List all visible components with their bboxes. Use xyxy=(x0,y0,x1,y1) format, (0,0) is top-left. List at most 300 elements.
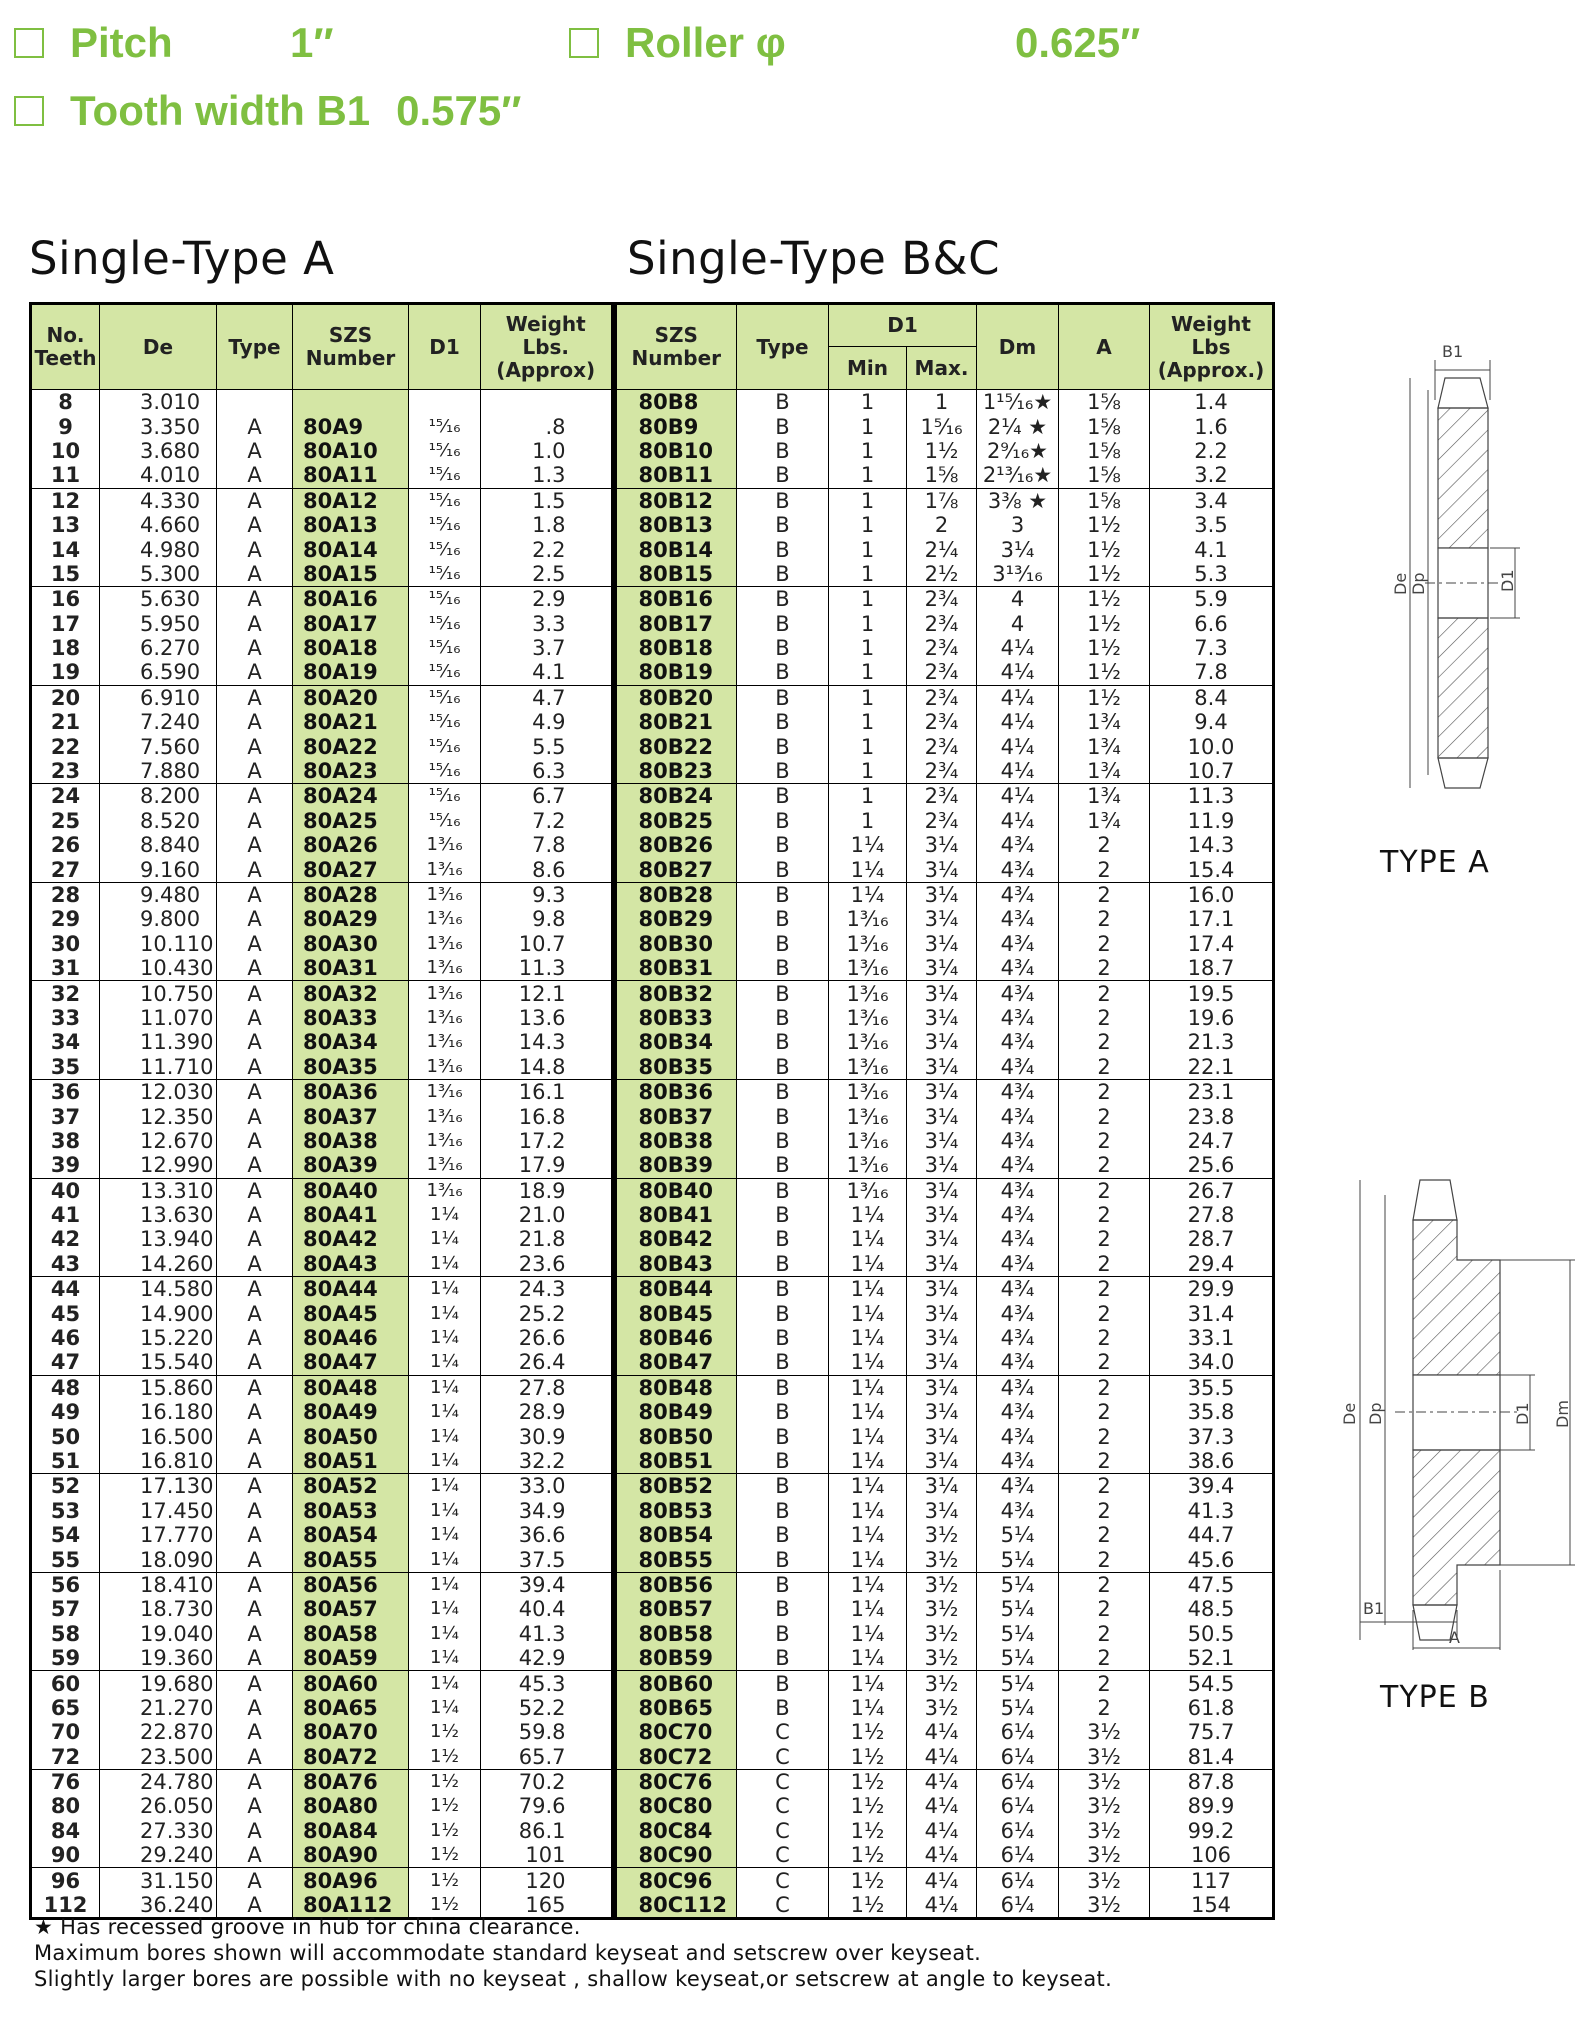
cell-weight-a: 40.4 xyxy=(481,1597,614,1621)
cell-d1: 1½ xyxy=(409,1868,481,1893)
cell-szs-number: 80A49 xyxy=(293,1400,409,1424)
cell-szs-number-b: 80B36 xyxy=(614,1079,737,1104)
cell-weight-b: 35.8 xyxy=(1150,1400,1274,1424)
cell-d1: ¹⁵⁄₁₆ xyxy=(409,784,481,809)
cell-type: A xyxy=(217,513,293,537)
cell-dm: 4¾ xyxy=(977,1006,1059,1030)
cell-type-b: B xyxy=(737,1499,829,1523)
cell-no-teeth: 32 xyxy=(50,981,81,1006)
table-row xyxy=(31,1819,1274,1843)
cell-de: 3.350 xyxy=(100,414,217,438)
cell-weight-b: 11.3 xyxy=(1150,784,1274,809)
cell-szs-number-b: 80B17 xyxy=(614,612,737,636)
cell-d1: 1³⁄₁₆ xyxy=(409,833,481,857)
cell-a: 3½ xyxy=(1059,1794,1150,1818)
roller-option[interactable] xyxy=(569,19,786,66)
cell-type: A xyxy=(217,1696,293,1720)
cell-dm: 6¼ xyxy=(977,1794,1059,1818)
cell-szs-number-b: 80B43 xyxy=(614,1252,737,1277)
cell-szs-number-b: 80B35 xyxy=(614,1055,737,1080)
cell-d1-min: 1¼ xyxy=(829,1547,907,1572)
cell-d1-min: 1¼ xyxy=(829,1646,907,1671)
cell-dm: 4¾ xyxy=(977,1153,1059,1178)
cell-dm: 3 xyxy=(977,513,1059,537)
cell-szs-number-b: 80B29 xyxy=(614,907,737,931)
cell-type-b: B xyxy=(737,1326,829,1350)
cell-szs-number-b: 80B16 xyxy=(614,587,737,612)
pitch-checkbox[interactable] xyxy=(14,28,44,58)
cell-d1: 1³⁄₁₆ xyxy=(409,882,481,907)
cell-type: A xyxy=(217,463,293,488)
cell-a: 1½ xyxy=(1059,587,1150,612)
cell-a: 2 xyxy=(1059,1523,1150,1547)
cell-szs-number-b: 80B22 xyxy=(614,734,737,758)
cell-d1-min: 1¼ xyxy=(829,1301,907,1325)
cell-weight-a: 23.6 xyxy=(481,1252,614,1277)
cell-weight-a: 2.5 xyxy=(481,562,614,587)
cell-weight-b: 17.1 xyxy=(1150,907,1274,931)
cell-d1-min: 1¼ xyxy=(829,857,907,882)
cell-d1-max: 1½ xyxy=(907,439,977,463)
cell-szs-number-b: 80B53 xyxy=(614,1499,737,1523)
cell-szs-number-b: 80B48 xyxy=(614,1375,737,1400)
cell-d1-min: 1 xyxy=(829,390,907,415)
cell-de: 21.270 xyxy=(100,1696,217,1720)
cell-dm: 3⅜ ★ xyxy=(977,488,1059,513)
table-row xyxy=(31,636,1274,660)
cell-dm: 4¾ xyxy=(977,1227,1059,1251)
cell-type: A xyxy=(217,1375,293,1400)
cell-weight-b: 23.1 xyxy=(1150,1079,1274,1104)
cell-a: 2 xyxy=(1059,907,1150,931)
cell-de: 11.070 xyxy=(100,1006,217,1030)
cell-d1-max: 3¼ xyxy=(907,1301,977,1325)
cell-szs-number: 80A25 xyxy=(293,809,409,833)
cell-szs-number: 80A9 xyxy=(293,414,409,438)
cell-weight-a: 12.1 xyxy=(481,981,614,1006)
cell-szs-number-b: 80C84 xyxy=(614,1819,737,1843)
cell-a: 1½ xyxy=(1059,636,1150,660)
cell-dm: 4¾ xyxy=(977,1499,1059,1523)
cell-d1: 1³⁄₁₆ xyxy=(409,1055,481,1080)
cell-de: 10.430 xyxy=(100,956,217,981)
cell-type-b: B xyxy=(737,1055,829,1080)
cell-weight-a: 28.9 xyxy=(481,1400,614,1424)
cell-d1-max: 2¾ xyxy=(907,734,977,758)
table-row xyxy=(31,1424,1274,1448)
cell-d1-min: 1¼ xyxy=(829,1523,907,1547)
cell-a: 1⅝ xyxy=(1059,488,1150,513)
cell-szs-number: 80A48 xyxy=(293,1375,409,1400)
cell-d1-max: 1⁵⁄₁₆ xyxy=(907,414,977,438)
cell-d1-min: 1¼ xyxy=(829,1597,907,1621)
cell-weight-a: 41.3 xyxy=(481,1622,614,1646)
table-row xyxy=(31,1696,1274,1720)
cell-weight-b: 7.8 xyxy=(1150,660,1274,685)
cell-d1-min: 1 xyxy=(829,612,907,636)
cell-dm: 4¾ xyxy=(977,833,1059,857)
cell-de: 15.860 xyxy=(100,1375,217,1400)
cell-szs-number: 80A28 xyxy=(293,882,409,907)
cell-szs-number: 80A18 xyxy=(293,636,409,660)
cell-type: A xyxy=(217,981,293,1006)
cell-type-b: B xyxy=(737,784,829,809)
cell-type: A xyxy=(217,1646,293,1671)
cell-a: 1⅝ xyxy=(1059,390,1150,415)
cell-dm: 4¼ xyxy=(977,734,1059,758)
cell-weight-b: 3.4 xyxy=(1150,488,1274,513)
cell-a: 2 xyxy=(1059,1203,1150,1227)
cell-d1-min: 1¼ xyxy=(829,1277,907,1302)
cell-no-teeth: 18 xyxy=(50,636,81,661)
cell-de: 24.780 xyxy=(100,1769,217,1794)
cell-weight-b: 38.6 xyxy=(1150,1449,1274,1474)
cell-type: A xyxy=(217,1301,293,1325)
cell-a: 3½ xyxy=(1059,1819,1150,1843)
cell-weight-b: 7.3 xyxy=(1150,636,1274,660)
cell-dm: 4¾ xyxy=(977,1055,1059,1080)
cell-no-teeth: 39 xyxy=(31,1153,100,1178)
cell-weight-a: 14.3 xyxy=(481,1030,614,1054)
cell-szs-number: 80A60 xyxy=(293,1671,409,1696)
type-b-a-label: A xyxy=(1449,1628,1460,1647)
cell-weight-b: 41.3 xyxy=(1150,1499,1274,1523)
cell-weight-a: 4.1 xyxy=(481,660,614,685)
cell-szs-number: 80A37 xyxy=(293,1104,409,1128)
cell-type: A xyxy=(217,1622,293,1646)
cell-dm: 4¾ xyxy=(977,857,1059,882)
cell-d1-min: 1³⁄₁₆ xyxy=(829,1104,907,1128)
cell-d1-min: 1 xyxy=(829,537,907,561)
cell-type: A xyxy=(217,1079,293,1104)
cell-a: 2 xyxy=(1059,1030,1150,1054)
cell-weight-a: 1.0 xyxy=(481,439,614,463)
cell-dm: 4¾ xyxy=(977,1129,1059,1153)
cell-szs-number-b: 80B38 xyxy=(614,1129,737,1153)
cell-type-b: B xyxy=(737,1301,829,1325)
cell-no-teeth: 80 xyxy=(50,1794,81,1819)
cell-d1-max: 3¼ xyxy=(907,981,977,1006)
cell-dm: 4¼ xyxy=(977,784,1059,809)
cell-d1: 1¼ xyxy=(409,1449,481,1474)
cell-de: 13.940 xyxy=(100,1227,217,1251)
cell-szs-number: 80A15 xyxy=(293,562,409,587)
cell-no-teeth: 9 xyxy=(58,414,73,439)
cell-type: A xyxy=(217,710,293,734)
cell-szs-number-b: 80B56 xyxy=(614,1572,737,1597)
cell-type: A xyxy=(217,1893,293,1919)
cell-dm: 3¹³⁄₁₆ xyxy=(977,562,1059,587)
table-row xyxy=(31,809,1274,833)
cell-szs-number: 80A55 xyxy=(293,1547,409,1572)
cell-weight-a: 3.7 xyxy=(481,636,614,660)
cell-weight-a: 17.2 xyxy=(481,1129,614,1153)
cell-type: A xyxy=(217,587,293,612)
cell-de: 8.200 xyxy=(100,784,217,809)
type-b-de-label: De xyxy=(1340,1402,1359,1425)
cell-szs-number: 80A10 xyxy=(293,439,409,463)
type-a-d1-label: D1 xyxy=(1498,569,1517,592)
cell-szs-number-b: 80B27 xyxy=(614,857,737,882)
cell-d1-min: 1¼ xyxy=(829,1449,907,1474)
table-row xyxy=(31,1252,1274,1277)
cell-weight-a: 21.8 xyxy=(481,1227,614,1251)
cell-de: 16.180 xyxy=(100,1400,217,1424)
cell-d1-max: 3¼ xyxy=(907,1129,977,1153)
cell-d1: ¹⁵⁄₁₆ xyxy=(409,710,481,734)
cell-no-teeth: 42 xyxy=(50,1227,81,1252)
cell-type-b: B xyxy=(737,759,829,784)
cell-szs-number-b: 80B33 xyxy=(614,1006,737,1030)
cell-szs-number-b: 80B60 xyxy=(614,1671,737,1696)
cell-szs-number-b: 80B25 xyxy=(614,809,737,833)
cell-d1-min: 1 xyxy=(829,759,907,784)
cell-type-b: B xyxy=(737,1449,829,1474)
cell-no-teeth: 29 xyxy=(50,907,81,932)
cell-dm: 5¼ xyxy=(977,1523,1059,1547)
cell-d1: 1¼ xyxy=(409,1424,481,1448)
cell-weight-b: 52.1 xyxy=(1150,1646,1274,1671)
cell-d1-max: 2¾ xyxy=(907,636,977,660)
cell-de: 7.240 xyxy=(100,710,217,734)
cell-dm: 4¾ xyxy=(977,1350,1059,1375)
cell-dm: 4¼ xyxy=(977,710,1059,734)
cell-szs-number-b: 80B14 xyxy=(614,537,737,561)
cell-weight-a: 86.1 xyxy=(481,1819,614,1843)
cell-weight-b: 10.0 xyxy=(1150,734,1274,758)
cell-a: 1½ xyxy=(1059,537,1150,561)
cell-d1-min: 1³⁄₁₆ xyxy=(829,1178,907,1203)
cell-d1: 1¼ xyxy=(409,1326,481,1350)
cell-type: A xyxy=(217,537,293,561)
cell-a: 2 xyxy=(1059,1006,1150,1030)
cell-type: A xyxy=(217,1277,293,1302)
cell-weight-b: 75.7 xyxy=(1150,1720,1274,1744)
cell-no-teeth: 11 xyxy=(31,463,100,488)
cell-d1-max: 3¼ xyxy=(907,1326,977,1350)
cell-d1-min: 1½ xyxy=(829,1843,907,1868)
cell-d1: ¹⁵⁄₁₆ xyxy=(409,513,481,537)
cell-a: 1¾ xyxy=(1059,784,1150,809)
table-row xyxy=(31,1055,1274,1080)
cell-weight-b: 48.5 xyxy=(1150,1597,1274,1621)
cell-a: 1⅝ xyxy=(1059,439,1150,463)
cell-no-teeth: 53 xyxy=(50,1498,81,1523)
cell-dm: 2¼ ★ xyxy=(977,414,1059,438)
cell-type-b: B xyxy=(737,710,829,734)
cell-weight-a: 1.8 xyxy=(481,513,614,537)
cell-type: A xyxy=(217,907,293,931)
cell-d1-min: 1³⁄₁₆ xyxy=(829,1030,907,1054)
cell-szs-number-b: 80B49 xyxy=(614,1400,737,1424)
cell-weight-b: 5.3 xyxy=(1150,562,1274,587)
cell-d1-max: 4¼ xyxy=(907,1769,977,1794)
pitch-option[interactable] xyxy=(14,19,173,66)
cell-type-b: C xyxy=(737,1868,829,1893)
cell-a: 1¾ xyxy=(1059,734,1150,758)
cell-de: 5.950 xyxy=(100,612,217,636)
cell-szs-number-b: 80B39 xyxy=(614,1153,737,1178)
cell-szs-number: 80A39 xyxy=(293,1153,409,1178)
cell-type-b: B xyxy=(737,1252,829,1277)
table-row xyxy=(31,1350,1274,1375)
cell-de: 14.900 xyxy=(100,1301,217,1325)
cell-type-b: B xyxy=(737,513,829,537)
cell-weight-a: 65.7 xyxy=(481,1744,614,1769)
table-row xyxy=(31,1744,1274,1769)
cell-d1: 1¼ xyxy=(409,1646,481,1671)
cell-d1: 1¼ xyxy=(409,1227,481,1251)
cell-d1-max: 4¼ xyxy=(907,1744,977,1769)
roller-checkbox[interactable] xyxy=(569,28,599,58)
cell-no-teeth: 55 xyxy=(31,1547,100,1572)
cell-dm: 4¼ xyxy=(977,809,1059,833)
cell-no-teeth: 31 xyxy=(31,956,100,981)
cell-szs-number-b: 80B20 xyxy=(614,685,737,710)
cell-d1-min: 1¼ xyxy=(829,1203,907,1227)
cell-d1-max: 4¼ xyxy=(907,1819,977,1843)
cell-no-teeth: 35 xyxy=(31,1055,100,1080)
cell-d1-min: 1¼ xyxy=(829,882,907,907)
cell-weight-b: 8.4 xyxy=(1150,685,1274,710)
cell-szs-number-b: 80B55 xyxy=(614,1547,737,1572)
cell-dm: 5¼ xyxy=(977,1547,1059,1572)
cell-d1-max: 4¼ xyxy=(907,1720,977,1744)
cell-szs-number: 80A27 xyxy=(293,857,409,882)
cell-szs-number-b: 80B32 xyxy=(614,981,737,1006)
cell-type: A xyxy=(217,1547,293,1572)
cell-weight-a: 9.8 xyxy=(481,907,614,931)
cell-no-teeth: 70 xyxy=(50,1720,81,1745)
footnote-maximum-bores: Maximum bores shown will accommodate standard keyseat and setscrew over keyseat. xyxy=(34,1941,982,1965)
cell-type: A xyxy=(217,1006,293,1030)
cell-a: 2 xyxy=(1059,1696,1150,1720)
cell-d1-min: 1¼ xyxy=(829,1499,907,1523)
pitch-value: 1″ xyxy=(290,19,334,66)
cell-no-teeth: 56 xyxy=(50,1572,81,1597)
cell-de: 14.580 xyxy=(100,1277,217,1302)
cell-a: 2 xyxy=(1059,1622,1150,1646)
cell-type-b: B xyxy=(737,857,829,882)
col-d1-min: Min xyxy=(829,347,907,390)
cell-d1-min: 1¼ xyxy=(829,1375,907,1400)
cell-dm: 4¾ xyxy=(977,1203,1059,1227)
cell-no-teeth: 45 xyxy=(50,1301,81,1326)
cell-type-b: B xyxy=(737,1424,829,1448)
cell-type-b: B xyxy=(737,1006,829,1030)
cell-type-b: B xyxy=(737,685,829,710)
cell-d1-min: 1 xyxy=(829,809,907,833)
cell-d1-max: 3½ xyxy=(907,1671,977,1696)
cell-d1-min: 1¼ xyxy=(829,833,907,857)
cell-szs-number-b: 80B12 xyxy=(614,488,737,513)
cell-d1-max: 3¼ xyxy=(907,1449,977,1474)
cell-d1-min: 1¼ xyxy=(829,1572,907,1597)
cell-weight-a: 26.6 xyxy=(481,1326,614,1350)
cell-no-teeth: 96 xyxy=(50,1868,81,1893)
table-row xyxy=(31,1547,1274,1572)
cell-weight-a: 24.3 xyxy=(481,1277,614,1302)
tooth-width-checkbox[interactable] xyxy=(14,96,44,126)
cell-d1 xyxy=(409,390,481,415)
cell-weight-b: 29.4 xyxy=(1150,1252,1274,1277)
cell-no-teeth: 8 xyxy=(58,390,73,415)
cell-de: 5.630 xyxy=(100,587,217,612)
cell-weight-b: 37.3 xyxy=(1150,1424,1274,1448)
cell-type-b: B xyxy=(737,734,829,758)
cell-de: 6.910 xyxy=(100,685,217,710)
cell-d1-max: 2 xyxy=(907,513,977,537)
cell-weight-b: 19.5 xyxy=(1150,981,1274,1006)
cell-d1: ¹⁵⁄₁₆ xyxy=(409,414,481,438)
cell-a: 2 xyxy=(1059,1326,1150,1350)
cell-a: 2 xyxy=(1059,1252,1150,1277)
cell-de: 12.990 xyxy=(100,1153,217,1178)
cell-a: 2 xyxy=(1059,1153,1150,1178)
cell-a: 2 xyxy=(1059,882,1150,907)
cell-d1-min: 1³⁄₁₆ xyxy=(829,956,907,981)
cell-dm: 1¹⁵⁄₁₆★ xyxy=(977,390,1059,415)
cell-d1: ¹⁵⁄₁₆ xyxy=(409,809,481,833)
cell-szs-number: 80A41 xyxy=(293,1203,409,1227)
cell-szs-number: 80A52 xyxy=(293,1474,409,1499)
tooth-width-label: Tooth width B1 xyxy=(70,87,371,134)
cell-d1-min: 1 xyxy=(829,463,907,488)
cell-weight-a: 120 xyxy=(481,1868,614,1893)
cell-type: A xyxy=(217,956,293,981)
table-row xyxy=(31,513,1274,537)
cell-d1: 1½ xyxy=(409,1744,481,1769)
cell-no-teeth: 112 xyxy=(43,1893,88,1918)
cell-szs-number-b: 80B30 xyxy=(614,932,737,956)
cell-type-b: B xyxy=(737,1277,829,1302)
cell-type-b: B xyxy=(737,1696,829,1720)
cell-szs-number-b: 80C112 xyxy=(614,1893,737,1919)
table-row xyxy=(31,660,1274,685)
cell-szs-number: 80A23 xyxy=(293,759,409,784)
cell-weight-a: 11.3 xyxy=(481,956,614,981)
table-row xyxy=(31,1006,1274,1030)
cell-szs-number-b: 80B21 xyxy=(614,710,737,734)
cell-szs-number-b: 80B9 xyxy=(614,414,737,438)
cell-a: 2 xyxy=(1059,1277,1150,1302)
col-szs-number-b: SZS Number xyxy=(614,304,737,390)
cell-no-teeth: 37 xyxy=(50,1104,81,1129)
cell-szs-number: 80A45 xyxy=(293,1301,409,1325)
cell-szs-number: 80A31 xyxy=(293,956,409,981)
cell-d1: ¹⁵⁄₁₆ xyxy=(409,612,481,636)
table-row xyxy=(31,537,1274,561)
cell-d1: 1¼ xyxy=(409,1252,481,1277)
cell-dm: 4 xyxy=(977,612,1059,636)
cell-type-b: B xyxy=(737,1203,829,1227)
cell-weight-a: 101 xyxy=(481,1843,614,1868)
tooth-width-option[interactable] xyxy=(14,87,522,134)
cell-d1: 1½ xyxy=(409,1720,481,1744)
cell-d1-max: 3½ xyxy=(907,1547,977,1572)
cell-dm: 4¾ xyxy=(977,1079,1059,1104)
cell-de: 4.660 xyxy=(100,513,217,537)
cell-weight-b: 10.7 xyxy=(1150,759,1274,784)
cell-weight-b: 14.3 xyxy=(1150,833,1274,857)
cell-type-b: B xyxy=(737,1474,829,1499)
cell-a: 2 xyxy=(1059,1104,1150,1128)
cell-type: A xyxy=(217,1671,293,1696)
cell-de: 15.540 xyxy=(100,1350,217,1375)
cell-d1-max: 3¼ xyxy=(907,1104,977,1128)
cell-weight-a: 45.3 xyxy=(481,1671,614,1696)
tooth-width-value: 0.575″ xyxy=(396,87,522,134)
